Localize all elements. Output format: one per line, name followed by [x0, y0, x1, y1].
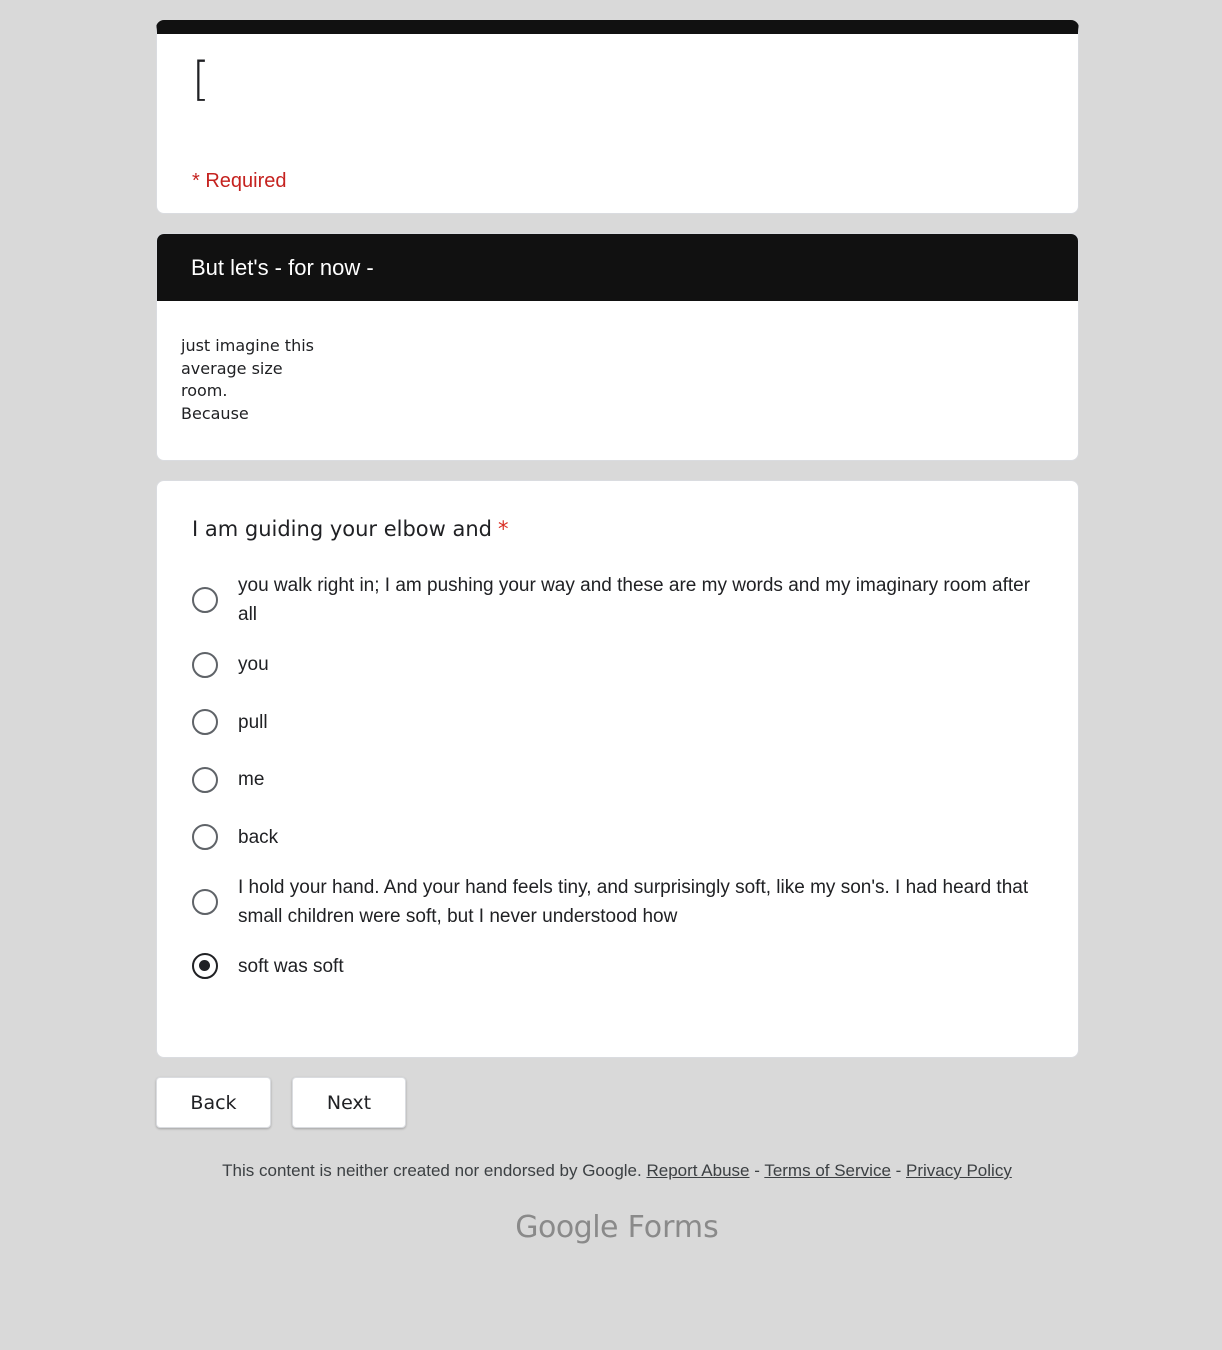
option-label: pull — [238, 711, 268, 733]
next-button[interactable]: Next — [292, 1077, 406, 1128]
radio-option[interactable] — [192, 873, 1043, 931]
section-description-line: just imagine this — [181, 336, 314, 355]
radio-option[interactable] — [192, 700, 1043, 744]
section-card — [156, 233, 1079, 461]
radio-option[interactable] — [192, 571, 1043, 629]
section-description-line: Because — [181, 403, 249, 423]
brand-forms: Forms — [627, 1210, 719, 1245]
section-header — [157, 234, 1078, 301]
option-label: back — [238, 826, 279, 848]
question-card — [156, 480, 1079, 1058]
back-button[interactable]: Back — [156, 1077, 271, 1128]
footer-disclaimer — [0, 1161, 1222, 1181]
radio-option[interactable] — [192, 643, 1043, 687]
option-label: you walk right in; I am pushing your way and these are my words and my imaginary room after all — [238, 575, 1031, 625]
radio-button[interactable] — [192, 889, 218, 915]
report-abuse-link[interactable]: Report Abuse — [646, 1161, 750, 1180]
question-title-text: I am guiding your elbow and — [192, 517, 493, 541]
radio-button[interactable] — [192, 652, 218, 678]
required-asterisk: * — [498, 517, 509, 541]
section-title: But let's - for now - — [191, 254, 374, 280]
radio-button[interactable] — [192, 587, 218, 613]
required-note: * Required — [192, 170, 287, 192]
section-description-line: room. — [181, 381, 228, 400]
option-label: I hold your hand. And your hand feels tiny, and surprisingly soft, like my son's. I had heard that small children were soft, but I never understood how — [238, 876, 1029, 927]
radio-button[interactable] — [192, 709, 218, 735]
form-container — [156, 0, 1079, 1128]
radio-option[interactable] — [192, 758, 1043, 802]
section-description — [157, 301, 1078, 425]
disclaimer-text: This content is neither created nor endorsed by Google. — [222, 1161, 642, 1180]
footer-separator: - — [749, 1161, 765, 1180]
google-forms-logo[interactable] — [0, 1210, 1222, 1245]
option-label: you — [238, 654, 269, 675]
option-label: me — [238, 769, 265, 790]
question-title — [192, 517, 1043, 541]
footer-separator: - — [890, 1161, 907, 1180]
form-title: [ — [192, 52, 210, 106]
form-title-card — [156, 20, 1079, 214]
radio-button[interactable] — [192, 767, 218, 793]
navigation-buttons — [156, 1077, 1079, 1128]
brand-google: Google — [515, 1210, 619, 1245]
privacy-policy-link[interactable]: Privacy Policy — [906, 1161, 1012, 1180]
radio-button-checked[interactable] — [192, 953, 218, 979]
option-label: soft was soft — [238, 955, 344, 977]
terms-of-service-link[interactable]: Terms of Service — [764, 1161, 891, 1180]
radio-button[interactable] — [192, 824, 218, 850]
radio-option-selected[interactable] — [192, 944, 1043, 988]
radio-option[interactable] — [192, 815, 1043, 859]
section-description-line: average size — [181, 358, 283, 378]
